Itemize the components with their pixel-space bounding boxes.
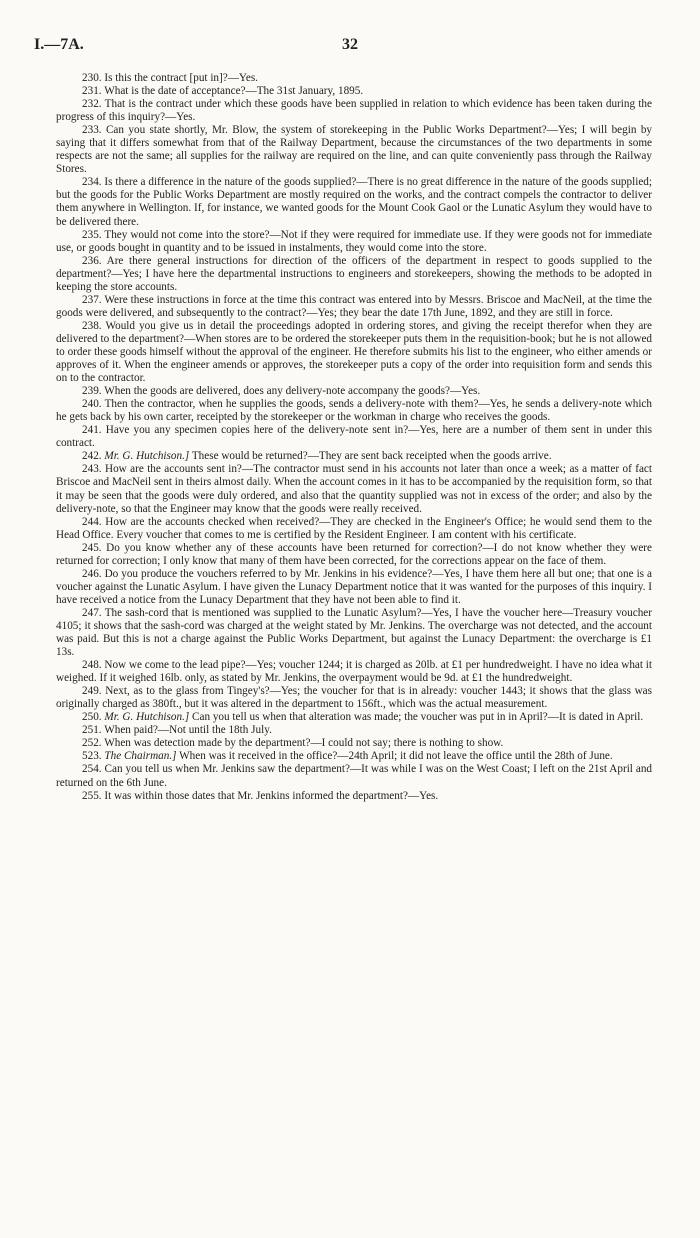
question-number: 242. [82, 450, 102, 463]
question-number: 245. [82, 541, 102, 554]
evidence-paragraph [56, 763, 652, 789]
evidence-paragraph [56, 72, 652, 85]
speaker-name: Mr. G. Hutchison.] [104, 450, 190, 463]
paragraph-text: What is the date of acceptance?—The 31st January, 1895. [104, 85, 364, 98]
question-number: 523. [82, 750, 102, 763]
question-number: 239. [82, 385, 102, 398]
paragraph-text: Is there a difference in the nature of the goods supplied?—There is no great difference in the nature of the goods supplied; but the goods for the Public Works Department are mostly required on the works, and the contract compels the contractor to deliver them anywhere in Wellington. If, for instance, we wanted goods for the Mount Cook Gaol or the Lunatic Asylum they would have to be delivered there. [56, 176, 652, 228]
question-number: 234. [82, 176, 102, 189]
paragraph-text: How are the accounts checked when received?—They are checked in the Engineer's Office; he would send them to the Head Office. Every voucher that comes to me is certified by the Resident Engineer. I am content with his certificate. [56, 515, 652, 541]
evidence-paragraph [56, 724, 652, 737]
paragraph-text: Can you tell us when that alteration was made; the voucher was put in in April?—It is dated in April. [192, 711, 644, 724]
paragraph-text: Can you state shortly, Mr. Blow, the system of storekeeping in the Public Works Department?—Yes; I will begin by saying that it differs somewhat from that of the Railway Department, because the circumstances of the two departments in some respects are not the same; all supplies for the railway are required on the line, and can quite conveniently pass through the Railway Stores. [56, 124, 653, 176]
evidence-paragraph [56, 229, 652, 255]
question-number: 252. [82, 737, 102, 750]
evidence-paragraph [56, 790, 652, 803]
question-number: 231. [82, 85, 102, 98]
document-reference: I.—7A. [34, 36, 84, 53]
page-number: 32 [342, 36, 358, 53]
paragraph-text: When was detection made by the department?—I could not say; there is nothing to show. [104, 737, 504, 750]
question-number: 250. [82, 711, 102, 724]
question-number: 248. [82, 659, 102, 672]
question-number: 241. [82, 424, 102, 437]
paragraph-text: Would you give us in detail the proceedings adopted in ordering stores, and giving the receipt therefor when they are delivered to the department?—When stores are to be ordered the storekeeper puts them in the requisition-book; but he is not allowed to order these goods himself without the approval of the engineer. He therefore submits his list to the engineer, who either amends or approves of it. When the engineer amends or approves, the storekeeper puts a copy of the order into requisition form and sends this on to the contractor. [56, 319, 652, 385]
question-number: 246. [82, 567, 102, 580]
question-number: 243. [82, 463, 102, 476]
paragraph-text: When was it received in the office?—24th April; it did not leave the office until the 28th of June. [179, 750, 613, 763]
question-number: 255. [82, 789, 102, 802]
paragraph-text: When paid?—Not until the 18th July. [104, 724, 272, 737]
evidence-paragraph [56, 750, 652, 763]
question-number: 232. [82, 98, 102, 111]
evidence-paragraph [56, 568, 652, 607]
evidence-paragraph [56, 176, 652, 228]
evidence-paragraph [56, 294, 652, 320]
evidence-paragraph [56, 124, 652, 176]
evidence-paragraph [56, 685, 652, 711]
paragraph-text: They would not come into the store?—Not if they were required for immediate use. If they were goods not for immediate use, or goods bought in quantity and to be issued in instalments, they would come into the store. [56, 228, 652, 254]
question-number: 240. [82, 398, 102, 411]
paragraph-text: Do you know whether any of these accounts have been returned for correction?—I do not know whether they were returned for correction; I only know that many of them have been corrected, for the corrections appear on the face of them. [56, 541, 652, 567]
paragraph-text: Do you produce the vouchers referred to by Mr. Jenkins in his evidence?—Yes, I have them here all but one; that one is a voucher against the Lunatic Asylum. I have given the Lunacy Department notice that it was wanted for the purposes of this inquiry. I have received a notice from the Lunacy Department that they have not been able to find it. [56, 567, 652, 606]
evidence-paragraph [56, 255, 652, 294]
question-number: 244. [82, 515, 102, 528]
evidence-paragraph [56, 398, 652, 424]
paragraph-text: How are the accounts sent in?—The contractor must send in his accounts not later than once a week; as a matter of fact Briscoe and MacNeil sent in theirs almost daily. When the account comes in it has to be accompanied by the requisition form, so that it may be seen that the goods were duly ordered, and also that the quantity supplied was not in excess of the order; and also by the delivery-note, so that the Engineer may know that the goods were really received. [56, 463, 652, 515]
paragraph-text: Is this the contract [put in]?—Yes. [104, 72, 258, 84]
evidence-paragraph [56, 737, 652, 750]
paragraph-text: When the goods are delivered, does any delivery-note accompany the goods?—Yes. [104, 385, 481, 398]
question-number: 254. [82, 763, 102, 776]
question-number: 230. [82, 72, 102, 84]
evidence-paragraph [56, 320, 652, 385]
paragraph-text: Are there general instructions for direction of the officers of the department in respect to goods supplied to the department?—Yes; I have here the departmental instructions to engineers and storekeepers, showing the methods to be adopted in keeping the store accounts. [56, 254, 652, 293]
evidence-paragraph [56, 424, 652, 450]
evidence-paragraph [56, 463, 652, 515]
evidence-paragraph [56, 98, 652, 124]
paragraph-text: Then the contractor, when he supplies the goods, sends a delivery-note with them?—Yes, he sends a delivery-note which he gets back by his own carter, receipted by the storekeeper or the workman in charge who receives the goods. [56, 398, 652, 424]
evidence-paragraph [56, 385, 652, 398]
speaker-name: Mr. G. Hutchison.] [104, 711, 190, 724]
paragraph-text: Can you tell us when Mr. Jenkins saw the department?—It was while I was on the West Coast; I left on the 21st April and returned on the 6th June. [56, 763, 653, 789]
paragraph-text: It was within those dates that Mr. Jenkins informed the department?—Yes. [104, 789, 439, 802]
question-number: 235. [82, 228, 102, 241]
paragraph-text: Next, as to the glass from Tingey's?—Yes; the voucher for that is in already: voucher 1443; it shows that the glass was originally charged as 380ft., but it was altered in the department to 156ft., which was the actual measurement. [56, 685, 653, 711]
evidence-paragraph [56, 542, 652, 568]
speaker-name: The Chairman.] [104, 750, 177, 763]
evidence-paragraph [56, 659, 652, 685]
paragraph-text: Now we come to the lead pipe?—Yes; voucher 1244; it is charged as 20lb. at £1 per hundredweight. I have no idea what it weighed. If it weighed 16lb. only, as stated by Mr. Jenkins, the overpayment would be 9d. at £1 the hundredweight. [56, 659, 653, 685]
question-number: 236. [82, 254, 102, 267]
page-header [34, 36, 666, 56]
evidence-paragraph [56, 450, 652, 463]
evidence-paragraph [56, 711, 652, 724]
question-number: 249. [82, 685, 102, 698]
paragraph-text: These would be returned?—They are sent back receipted when the goods arrive. [191, 450, 552, 463]
paragraph-text: Were these instructions in force at the time this contract was entered into by Messrs. Briscoe and MacNeil, at the time the goods were delivered, and subsequently to the contract?—Yes; they bear the date 17th June, 1892, and they are still in force. [56, 293, 652, 319]
evidence-paragraph [56, 607, 652, 659]
paragraph-text: That is the contract under which these goods have been supplied in relation to which evidence has been taken during the progress of this inquiry?—Yes. [56, 98, 652, 124]
question-number: 233. [82, 124, 102, 137]
paragraph-text: Have you any specimen copies here of the delivery-note sent in?—Yes, here are a number of them sent in under this contract. [56, 424, 653, 450]
question-number: 251. [82, 724, 102, 737]
document-body [56, 72, 652, 803]
question-number: 237. [82, 293, 102, 306]
question-number: 238. [82, 319, 102, 332]
paragraph-text: The sash-cord that is mentioned was supplied to the Lunatic Asylum?—Yes, I have the voucher here—Treasury voucher 4105; it shows that the sash-cord was charged at the weight stated by Mr. Jenkins. The overcharge was not detected, and the account was paid. But this is not a charge against the Public Works Department, but against the Lunacy Department: the overcharge is £1 13s. [56, 606, 652, 659]
evidence-paragraph [56, 516, 652, 542]
evidence-paragraph [56, 85, 652, 98]
question-number: 247. [82, 606, 102, 619]
